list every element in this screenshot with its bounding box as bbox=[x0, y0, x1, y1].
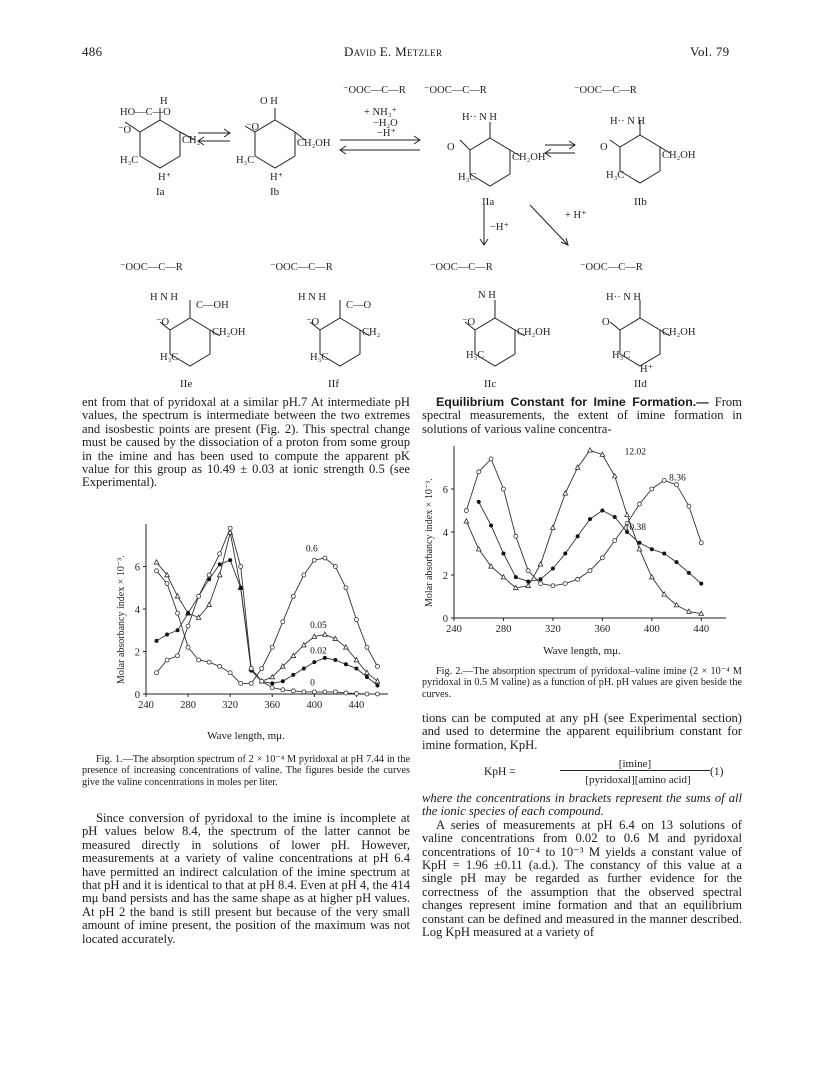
data-point bbox=[270, 681, 274, 685]
data-point bbox=[155, 569, 159, 573]
data-point bbox=[662, 552, 666, 556]
x-tick-label: 280 bbox=[180, 700, 196, 711]
data-point bbox=[207, 602, 212, 606]
data-point bbox=[333, 565, 337, 569]
data-point bbox=[228, 558, 232, 562]
equation-numerator: [imine] bbox=[560, 758, 710, 771]
equation-lhs: KpH = bbox=[484, 766, 516, 778]
right-paragraph-1: tions can be computed at any pH (see Experimental section) and used to determine the apparent equilibrium constant for imine formation, KpH. bbox=[422, 711, 742, 752]
iif-o: ⁻O bbox=[306, 317, 320, 328]
right-column-bottom-2 bbox=[422, 792, 742, 939]
minus-h: −H⁺ bbox=[377, 128, 397, 139]
data-point bbox=[228, 526, 232, 530]
equation-denominator: [pyridoxal][amino acid] bbox=[585, 774, 691, 786]
series-label: 0.02 bbox=[310, 646, 327, 657]
iic-ooc: ⁻OOC—C—R bbox=[430, 262, 493, 273]
y-tick-label: 2 bbox=[134, 647, 140, 659]
left-column-top bbox=[82, 396, 410, 490]
iie-h3c: H₃C bbox=[160, 352, 179, 363]
data-point bbox=[302, 573, 306, 577]
data-point bbox=[239, 681, 243, 685]
data-point bbox=[323, 556, 327, 560]
fig2-caption: Fig. 2.—The absorption spectrum of pyridoxal–valine imine (2 × 10⁻⁴ M pyridoxal in 0.5 M valine) as a function of pH. pH values are given beside the curves. bbox=[422, 666, 742, 700]
data-point bbox=[312, 660, 316, 664]
data-point bbox=[501, 487, 505, 491]
y-tick-label: 4 bbox=[134, 605, 140, 616]
data-point bbox=[365, 692, 369, 696]
data-point bbox=[699, 541, 703, 545]
data-point bbox=[375, 684, 379, 688]
data-point bbox=[539, 582, 543, 586]
x-tick-label: 280 bbox=[495, 624, 512, 635]
ib-h3c: H₃C bbox=[236, 155, 255, 166]
ia-h: H bbox=[160, 96, 168, 107]
data-point bbox=[249, 681, 253, 685]
data-point bbox=[375, 664, 379, 668]
data-point bbox=[333, 658, 337, 662]
ib-h-plus: H⁺ bbox=[270, 172, 284, 183]
iic-n: N H bbox=[478, 290, 496, 301]
data-point bbox=[489, 457, 493, 461]
y-tick-label: 0 bbox=[134, 690, 140, 701]
data-point bbox=[291, 594, 295, 598]
fig2-xlabel: Wave length, mμ. bbox=[543, 645, 621, 657]
data-point bbox=[239, 565, 243, 569]
right-column-bottom bbox=[422, 712, 742, 752]
data-point bbox=[539, 577, 543, 581]
data-point bbox=[612, 474, 617, 478]
iid-n: H·· N H bbox=[606, 292, 641, 303]
data-point bbox=[291, 689, 295, 693]
series-label: 0.6 bbox=[305, 544, 318, 555]
series-label: 8.36 bbox=[669, 473, 686, 484]
left-paragraph-2: Since conversion of pyridoxal to the imine is incomplete at pH values below 8.4, the spectrum of the latter cannot be measured directly in solutions of lower pH. However, measurements at a variety of valine concentrations at pH 6.4 have permitted an indirect calculation of the imine spectrum at that pH and it is identical to that at pH 8.4. Even at pH 4, the 414 mμ band persists and has the same shape as at higher pH values. At pH 2 the band is still present but because of the very small amount of imine present, the position of the maximum was not located accurately. bbox=[82, 811, 410, 946]
iia-ooc: ⁻OOC—C—R bbox=[424, 85, 487, 96]
data-point bbox=[186, 645, 190, 649]
section-intro: From spectral measurements, the extent of imine formation in solutions of various valine concentra- bbox=[422, 395, 742, 436]
iib-h3c: H₃C bbox=[606, 170, 625, 181]
right-column-top bbox=[422, 396, 742, 436]
iib-o: O bbox=[600, 142, 608, 153]
data-point bbox=[613, 515, 617, 519]
running-head-volume: Vol. 79 bbox=[690, 44, 730, 59]
data-point bbox=[375, 692, 379, 696]
data-point bbox=[207, 660, 211, 664]
data-point bbox=[526, 579, 530, 583]
data-point bbox=[218, 562, 222, 566]
data-point bbox=[260, 667, 264, 671]
iie-o: ⁻O bbox=[156, 317, 170, 328]
data-point bbox=[662, 478, 666, 482]
data-point bbox=[344, 586, 348, 590]
label-ib: Ib bbox=[270, 186, 280, 198]
data-point bbox=[260, 679, 264, 683]
section-title: Equilibrium Constant for Imine Formation.— bbox=[436, 395, 709, 409]
data-point bbox=[687, 504, 691, 508]
y-tick-label: 6 bbox=[134, 562, 140, 574]
minus-h2o: −H₂O bbox=[373, 118, 398, 129]
running-head-author: David E. Metzler bbox=[344, 44, 443, 59]
data-point bbox=[344, 645, 349, 649]
reaction-scheme bbox=[0, 0, 823, 400]
ia-h-plus: H⁺ bbox=[158, 172, 172, 183]
data-point bbox=[281, 688, 285, 692]
iif-h3c: H₃C bbox=[310, 352, 329, 363]
iie-ch2oh: CH₂OH bbox=[212, 327, 246, 338]
data-point bbox=[600, 556, 604, 560]
data-point bbox=[333, 690, 337, 694]
data-point bbox=[551, 567, 555, 571]
x-tick-label: 400 bbox=[306, 700, 323, 711]
iic-ch2oh: CH₂OH bbox=[517, 327, 551, 338]
data-point bbox=[464, 519, 469, 523]
data-point bbox=[249, 667, 253, 671]
data-point bbox=[165, 658, 169, 662]
data-point bbox=[176, 654, 180, 658]
data-point bbox=[228, 671, 232, 675]
data-point bbox=[563, 552, 567, 556]
data-point bbox=[538, 562, 543, 566]
x-tick-label: 360 bbox=[264, 700, 281, 711]
data-point bbox=[588, 517, 592, 521]
data-point bbox=[476, 547, 481, 551]
data-point bbox=[600, 509, 604, 513]
iie-coh: C—OH bbox=[196, 300, 229, 311]
x-tick-label: 320 bbox=[545, 624, 561, 635]
data-point bbox=[175, 594, 180, 598]
data-point bbox=[217, 573, 222, 577]
data-point bbox=[576, 577, 580, 581]
data-point bbox=[176, 611, 180, 615]
data-point bbox=[551, 525, 556, 529]
y-tick-label: 2 bbox=[442, 571, 448, 582]
label-iia: IIa bbox=[482, 196, 495, 208]
y-tick-label: 0 bbox=[442, 614, 448, 625]
equation-number: (1) bbox=[710, 766, 724, 778]
data-point bbox=[477, 500, 481, 504]
ib-ch2oh: CH₂OH bbox=[297, 138, 331, 149]
data-point bbox=[239, 586, 243, 590]
data-point bbox=[563, 582, 567, 586]
data-point bbox=[501, 552, 505, 556]
ib-oc-h: O H bbox=[260, 96, 278, 107]
iia-n: H·· N H bbox=[462, 112, 497, 123]
data-point bbox=[375, 679, 380, 683]
label-iif: IIf bbox=[328, 378, 339, 390]
data-point bbox=[197, 658, 201, 662]
data-point bbox=[354, 692, 358, 696]
data-point bbox=[323, 690, 327, 694]
iif-ch2: CH₂ bbox=[362, 327, 381, 338]
data-point bbox=[176, 628, 180, 632]
data-point bbox=[514, 534, 518, 538]
data-point bbox=[625, 512, 630, 516]
iid-ch2oh: CH₂OH bbox=[662, 327, 696, 338]
data-point bbox=[218, 552, 222, 556]
data-point bbox=[354, 667, 358, 671]
plus-h: + H⁺ bbox=[565, 210, 587, 221]
down-minus-h: −H⁺ bbox=[490, 222, 510, 233]
data-point bbox=[650, 487, 654, 491]
iid-ooc: ⁻OOC—C—R bbox=[580, 262, 643, 273]
data-point bbox=[526, 569, 530, 573]
data-point bbox=[650, 547, 654, 551]
y-tick-label: 4 bbox=[442, 528, 448, 539]
data-point bbox=[650, 575, 655, 579]
data-point bbox=[637, 541, 641, 545]
data-point bbox=[312, 558, 316, 562]
data-point bbox=[699, 582, 703, 586]
x-tick-label: 400 bbox=[643, 624, 660, 635]
data-point bbox=[365, 675, 369, 679]
label-iib: IIb bbox=[634, 196, 647, 208]
fig1-caption: Fig. 1.—The absorption spectrum of 2 × 10⁻⁴ M pyridoxal at pH 7.44 in the presence of increasing concentrations of valine. The figures beside the curves give the valine concentrations in moles per liter. bbox=[82, 754, 410, 788]
amino-acid-top: ⁻OOC—C—R bbox=[343, 85, 406, 96]
data-point bbox=[563, 491, 568, 495]
iia-h3c: H₃C bbox=[458, 172, 477, 183]
series-label: 12.02 bbox=[624, 447, 646, 458]
data-point bbox=[477, 470, 481, 474]
data-point bbox=[588, 448, 593, 452]
iie-ooc: ⁻OOC—C—R bbox=[120, 262, 183, 273]
data-point bbox=[218, 664, 222, 668]
data-point bbox=[464, 509, 468, 513]
series-line bbox=[466, 447, 701, 613]
data-point bbox=[637, 502, 641, 506]
ia-hoco: HO—C—O bbox=[120, 107, 171, 118]
x-tick-label: 240 bbox=[446, 624, 462, 635]
x-tick-label: 440 bbox=[348, 700, 365, 711]
data-point bbox=[637, 547, 642, 551]
iid-h-plus: H⁺ bbox=[640, 364, 654, 375]
iib-ooc: ⁻OOC—C—R bbox=[574, 85, 637, 96]
x-tick-label: 240 bbox=[138, 700, 154, 711]
right-paragraph-2: where the concentrations in brackets represent the sums of all the ionic species of each compound. bbox=[422, 791, 742, 819]
figure-2-chart bbox=[420, 440, 730, 640]
x-tick-label: 440 bbox=[693, 624, 710, 635]
series-label: 0.05 bbox=[310, 621, 327, 632]
label-iie: IIe bbox=[180, 378, 193, 390]
data-point bbox=[291, 673, 295, 677]
data-point bbox=[281, 620, 285, 624]
data-point bbox=[207, 573, 211, 577]
data-point bbox=[675, 560, 679, 564]
iib-n: H·· N H bbox=[610, 116, 645, 127]
series-label: 0 bbox=[310, 678, 315, 689]
data-point bbox=[281, 679, 285, 683]
iic-h3c: H₃C bbox=[466, 350, 485, 361]
data-point bbox=[613, 539, 617, 543]
data-point bbox=[270, 645, 274, 649]
label-iic: IIc bbox=[484, 378, 497, 390]
figure-1-chart bbox=[100, 518, 392, 718]
data-point bbox=[197, 594, 201, 598]
data-point bbox=[155, 671, 159, 675]
data-point bbox=[323, 632, 328, 636]
iib-ch2oh: CH₂OH bbox=[662, 150, 696, 161]
right-paragraph-3: A series of measurements at pH 6.4 on 13 solutions of valine concentrations from 0.02 to 0.6 M and pyridoxal concentrations of 10⁻⁴ to 10⁻³ M yields a constant value of KpH = 1.96 ±0.11 (a.d.). The constancy of this value at a single pH may be regarded as further evidence for the correctness of the assumption that the observed spectral changes represent imine formation and that an equilibrium constant can be defined and measured in the manner described. Log KpH measured at a variety of bbox=[422, 817, 742, 940]
x-tick-label: 360 bbox=[594, 624, 611, 635]
label-iid: IId bbox=[634, 378, 647, 390]
data-point bbox=[165, 582, 169, 586]
data-point bbox=[312, 690, 316, 694]
iie-n: H N H bbox=[150, 292, 178, 303]
iid-o: O bbox=[602, 317, 610, 328]
data-point bbox=[186, 624, 190, 628]
series-label: 10.38 bbox=[624, 522, 646, 533]
data-point bbox=[576, 534, 580, 538]
iia-ch2oh: CH₂OH bbox=[512, 152, 546, 163]
x-tick-label: 320 bbox=[222, 700, 239, 711]
data-point bbox=[302, 690, 306, 694]
data-point bbox=[270, 686, 274, 690]
iif-ooc: ⁻OOC—C—R bbox=[270, 262, 333, 273]
iif-n: H N H bbox=[298, 292, 326, 303]
fig1-xlabel: Wave length, mμ. bbox=[207, 730, 285, 742]
data-point bbox=[588, 569, 592, 573]
ia-ch2: CH₂ bbox=[182, 135, 201, 146]
page-number: 486 bbox=[82, 44, 103, 59]
data-point bbox=[551, 584, 555, 588]
iif-co: C—O bbox=[346, 300, 372, 311]
y-axis-label: Molar absorbancy index × 10⁻³. bbox=[424, 478, 435, 607]
series-line bbox=[466, 459, 701, 586]
data-point bbox=[155, 639, 159, 643]
data-point bbox=[365, 645, 369, 649]
data-point bbox=[354, 618, 358, 622]
data-point bbox=[344, 691, 348, 695]
series-line bbox=[157, 533, 378, 682]
data-point bbox=[687, 571, 691, 575]
iic-o: ⁻O bbox=[462, 317, 476, 328]
iid-h3c: H₃C bbox=[612, 350, 631, 361]
iia-o: O bbox=[447, 142, 455, 153]
data-point bbox=[489, 524, 493, 528]
nh3: + NH₃⁺ bbox=[364, 107, 397, 118]
data-point bbox=[154, 560, 159, 564]
data-point bbox=[514, 575, 518, 579]
data-point bbox=[186, 611, 190, 615]
y-axis-label: Molar absorbancy index × 10⁻³. bbox=[116, 555, 127, 684]
ia-o-minus: ⁻O bbox=[118, 125, 132, 136]
left-column-bottom bbox=[82, 812, 410, 946]
ib-o-minus: ⁻O bbox=[246, 122, 260, 133]
data-point bbox=[165, 633, 169, 637]
data-point bbox=[344, 662, 348, 666]
y-tick-label: 6 bbox=[442, 485, 448, 496]
left-paragraph-1: ent from that of pyridoxal at a similar pH.7 At intermediate pH values, the spectrum is intermediate between the two extremes and isosbestic points are present (Fig. 2). This spectral change must be caused by the dissociation of a proton from some group in the imine and has been used to compute the apparent pK value for this group as 10.49 ± 0.03 at ionic strength 0.5 (see Experimental). bbox=[82, 395, 410, 490]
ia-h3c: H₃C bbox=[120, 155, 139, 166]
label-ia: Ia bbox=[156, 186, 165, 198]
data-point bbox=[302, 667, 306, 671]
